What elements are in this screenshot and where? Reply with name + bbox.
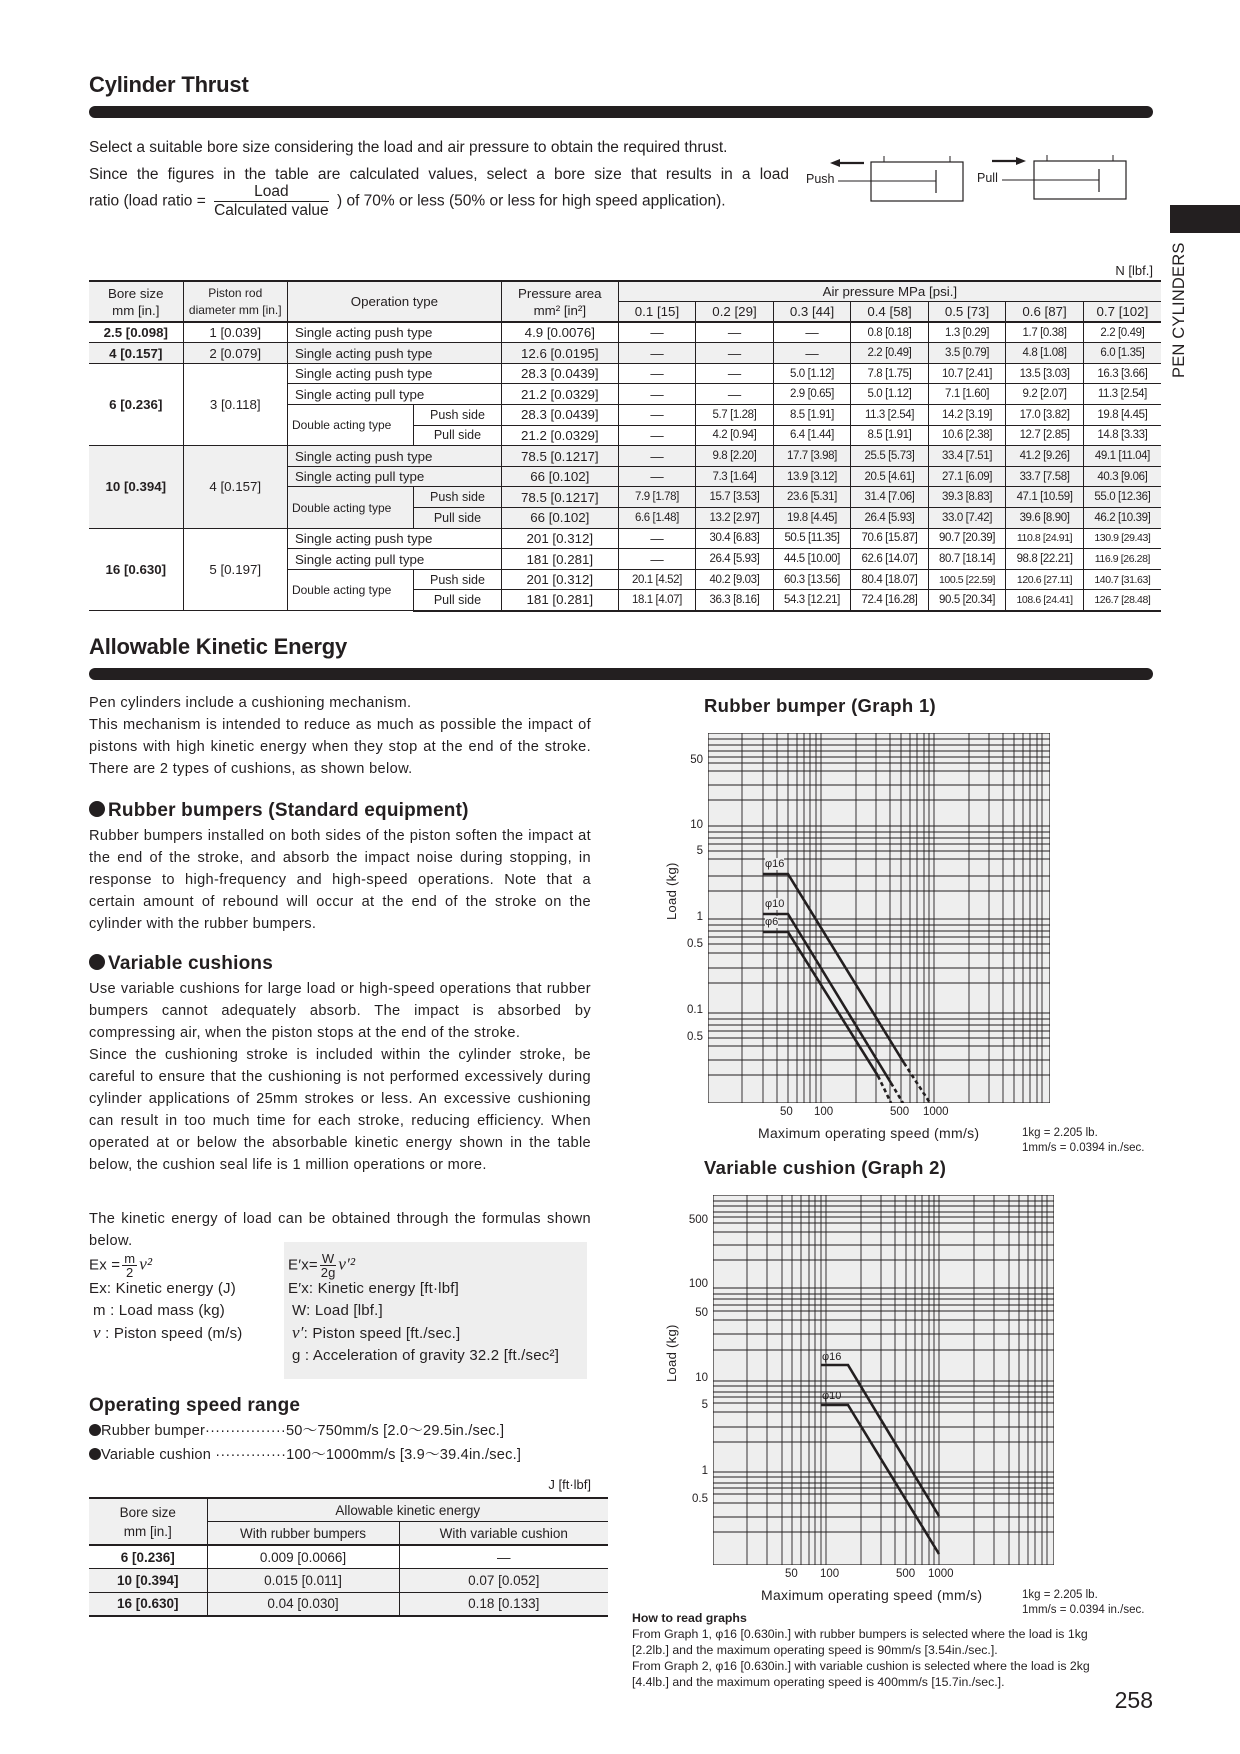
- thrust-unit-label: N [lbf.]: [1115, 263, 1153, 278]
- header-pressure-5: 0.6 [87]: [1006, 302, 1084, 323]
- value-cell: —: [773, 343, 851, 364]
- value-cell: 116.9 [26.28]: [1083, 549, 1161, 570]
- header-rubber-bumpers: With rubber bumpers: [207, 1522, 399, 1546]
- si-def-energy: Ex: Kinetic energy (J): [89, 1280, 236, 1297]
- header-pressure-0: 0.1 [15]: [618, 302, 696, 323]
- value-cell: 2.2 [0.49]: [1083, 322, 1161, 343]
- bore-cell: 6 [0.236]: [89, 1545, 207, 1569]
- op-cell: Double acting type: [287, 487, 413, 528]
- thrust-intro-line1: Select a suitable bore size considering the load and air pressure to obtain the required thrust.: [89, 139, 728, 156]
- kinetic-energy-title: Allowable Kinetic Energy: [89, 634, 348, 659]
- value-cell: 46.2 [10.39]: [1083, 508, 1161, 529]
- value-cell: 36.3 [8.16]: [696, 590, 774, 611]
- value-cell: 0.8 [0.18]: [851, 322, 929, 343]
- side-cell: Push side: [414, 569, 502, 590]
- variable-cushions-body: [89, 978, 591, 1176]
- value-cell: 19.8 [4.45]: [773, 508, 851, 529]
- si-formula: [89, 1252, 279, 1345]
- area-cell: 181 [0.281]: [501, 590, 618, 611]
- op-cell: Double acting type: [287, 569, 413, 610]
- how-to-line: [4.4lb.] and the maximum operating speed is 400mm/s [15.7in./sec.].: [632, 1675, 1005, 1689]
- value-cell: 11.3 [2.54]: [1083, 384, 1161, 405]
- graph2-ytick: 5: [701, 1399, 708, 1411]
- value-cell: 41.2 [9.26]: [1006, 446, 1084, 467]
- si-equation: Ex = $\frac{m}{2}$ v²: [89, 1251, 153, 1280]
- rod-cell: 5 [0.197]: [183, 528, 287, 610]
- thrust-table: [89, 280, 1161, 612]
- area-cell: 12.6 [0.0195]: [501, 343, 618, 364]
- value-cell: 7.3 [1.64]: [696, 466, 774, 487]
- graph1-ytick: 50: [690, 754, 703, 766]
- bullet-icon: [89, 1448, 101, 1460]
- variable-ke-cell: —: [399, 1545, 608, 1569]
- value-cell: —: [618, 405, 696, 426]
- value-cell: 62.6 [14.07]: [851, 549, 929, 570]
- rod-cell: 3 [0.118]: [183, 363, 287, 445]
- variable-ke-cell: 0.18 [0.133]: [399, 1592, 608, 1616]
- value-cell: 30.4 [6.83]: [696, 528, 774, 549]
- thrust-intro-line2: Since the figures in the table are calculated values, select a bore size that results in a load: [89, 166, 789, 183]
- value-cell: 5.0 [1.12]: [773, 363, 851, 384]
- graph1-xtick: 500: [890, 1106, 910, 1118]
- load-ratio-prefix: ratio (load ratio =: [89, 192, 206, 210]
- area-cell: 28.3 [0.0439]: [501, 405, 618, 426]
- rubber-ke-cell: 0.009 [0.0066]: [207, 1545, 399, 1569]
- side-section-tab: [1170, 205, 1240, 233]
- side-cell: Push side: [414, 487, 502, 508]
- value-cell: 15.7 [3.53]: [696, 487, 774, 508]
- value-cell: 26.4 [5.93]: [851, 508, 929, 529]
- how-to-title: How to read graphs: [632, 1611, 747, 1625]
- how-to-line: From Graph 1, φ16 [0.630in.] with rubber bumpers is selected where the load is 1kg: [632, 1627, 1088, 1641]
- fraction-numerator: Load: [214, 183, 329, 202]
- graph1-ytick: 10: [690, 819, 703, 831]
- value-cell: —: [618, 549, 696, 570]
- value-cell: 126.7 [28.48]: [1083, 590, 1161, 611]
- kinetic-intro-line1: Pen cylinders include a cushioning mechanism.: [89, 695, 412, 711]
- value-cell: —: [618, 425, 696, 446]
- variable-body-para1: Use variable cushions for large load or high-speed operations that rubber bumpers cannot adequately absorb. The impact is absorbed by compressing air, when the piston stops at the end of the stroke.: [89, 981, 591, 1041]
- header-bore-size: Bore size mm [in.]: [89, 281, 183, 322]
- rod-cell: 4 [0.157]: [183, 446, 287, 528]
- side-cell: Push side: [414, 405, 502, 426]
- value-cell: 40.2 [9.03]: [696, 569, 774, 590]
- table-row: [89, 1545, 608, 1569]
- value-cell: 3.5 [0.79]: [928, 343, 1006, 364]
- imperial-def-gravity: g : Acceleration of gravity 32.2 [ft./sec²]: [292, 1347, 560, 1364]
- header-pressure-4: 0.5 [73]: [928, 302, 1006, 323]
- table-row: [89, 343, 1161, 364]
- header-pressure-3: 0.4 [58]: [851, 302, 929, 323]
- graph2-ytick: 10: [695, 1372, 708, 1384]
- push-arrow-icon: [830, 159, 864, 167]
- graph1-conversion: 1kg = 2.205 lb. 1mm/s = 0.0394 in./sec.: [1022, 1127, 1145, 1154]
- area-cell: 21.2 [0.0329]: [501, 384, 618, 405]
- header-pressure-area: Pressure area mm² [in²]: [501, 281, 618, 322]
- graph1-xtick: 1000: [923, 1106, 949, 1118]
- graph2-ytick: 50: [695, 1307, 708, 1319]
- how-to-line: [2.2lb.] and the maximum operating speed is 90mm/s [3.54in./sec.].: [632, 1643, 998, 1657]
- graph2-xtick: 50: [785, 1568, 798, 1580]
- value-cell: 16.3 [3.66]: [1083, 363, 1161, 384]
- value-cell: —: [696, 384, 774, 405]
- formula-intro: The kinetic energy of load can be obtained through the formulas shown below.: [89, 1211, 591, 1249]
- value-cell: 7.8 [1.75]: [851, 363, 929, 384]
- rod-cell: 2 [0.079]: [183, 343, 287, 364]
- op-cell: Single acting push type: [287, 528, 501, 549]
- side-cell: Pull side: [414, 425, 502, 446]
- side-section-label: PEN CYLINDERS: [1170, 242, 1188, 378]
- value-cell: 6.4 [1.44]: [773, 425, 851, 446]
- speed-range-variable: Variable cushion ··············100～1000mm/s [3.9～39.4in./sec.]: [89, 1444, 521, 1466]
- fraction-denominator: Calculated value: [214, 202, 329, 219]
- value-cell: 6.6 [1.48]: [618, 508, 696, 529]
- rubber-bumpers-heading: Rubber bumpers (Standard equipment): [89, 800, 469, 822]
- value-cell: 1.7 [0.38]: [1006, 322, 1084, 343]
- op-cell: Single acting push type: [287, 322, 501, 343]
- bore-cell: 4 [0.157]: [89, 343, 183, 364]
- graph2-ytick: 500: [688, 1214, 708, 1226]
- graph1-label-phi10: φ10: [765, 898, 785, 910]
- value-cell: 33.7 [7.58]: [1006, 466, 1084, 487]
- header-variable-cushion: With variable cushion: [399, 1522, 608, 1546]
- op-cell: Single acting push type: [287, 446, 501, 467]
- graph1-ytick: 5: [696, 845, 703, 857]
- side-cell: Pull side: [414, 508, 502, 529]
- rubber-ke-cell: 0.015 [0.011]: [207, 1569, 399, 1593]
- value-cell: 6.0 [1.35]: [1083, 343, 1161, 364]
- bore-cell: 16 [0.630]: [89, 528, 183, 610]
- graph2-plot: [713, 1195, 1054, 1565]
- area-cell: 4.9 [0.0076]: [501, 322, 618, 343]
- load-ratio-fraction: [214, 183, 329, 220]
- header-piston-rod: Piston rod diameter mm [in.]: [183, 281, 287, 322]
- value-cell: 17.0 [3.82]: [1006, 405, 1084, 426]
- value-cell: 54.3 [12.21]: [773, 590, 851, 611]
- push-pull-diagram: [800, 150, 1140, 210]
- kinetic-intro-line2: This mechanism is intended to reduce as much as possible the impact of pistons with high kinetic energy when they stop at the end of the stroke. There are 2 types of cushions, as shown below.: [89, 717, 591, 777]
- value-cell: 39.3 [8.83]: [928, 487, 1006, 508]
- value-cell: 110.8 [24.91]: [1006, 528, 1084, 549]
- area-cell: 78.5 [0.1217]: [501, 446, 618, 467]
- value-cell: —: [618, 363, 696, 384]
- value-cell: 13.9 [3.12]: [773, 466, 851, 487]
- value-cell: 40.3 [9.06]: [1083, 466, 1161, 487]
- header-air-pressure: Air pressure MPa [psi.]: [618, 281, 1161, 302]
- value-cell: 17.7 [3.98]: [773, 446, 851, 467]
- header-pressure-1: 0.2 [29]: [696, 302, 774, 323]
- header-bore-size: Bore size mm [in.]: [89, 1498, 207, 1545]
- variable-body-para2: Since the cushioning stroke is included within the cylinder stroke, be careful to ensure that the cushioning is not performed excessively during cylinder applications of 25mm strokes or less. An excessive cushioning can result in too much time for each stroke, reducing efficiency. When operated at or below the absorbable kinetic energy shown in the table below, the cushion seal life is 1 million operations or more.: [89, 1047, 591, 1173]
- area-cell: 21.2 [0.0329]: [501, 425, 618, 446]
- area-cell: 66 [0.102]: [501, 466, 618, 487]
- value-cell: —: [618, 466, 696, 487]
- value-cell: 140.7 [31.63]: [1083, 569, 1161, 590]
- graph2-title: Variable cushion (Graph 2): [704, 1157, 947, 1178]
- value-cell: 49.1 [11.04]: [1083, 446, 1161, 467]
- graph2-xtick: 500: [896, 1568, 916, 1580]
- graph1-ylabel: Load (kg): [664, 862, 679, 920]
- value-cell: —: [618, 343, 696, 364]
- op-cell: Single acting push type: [287, 363, 501, 384]
- value-cell: 13.5 [3.03]: [1006, 363, 1084, 384]
- graph2-ytick: 100: [688, 1278, 708, 1290]
- kinetic-energy-table: [89, 1497, 608, 1617]
- imperial-def-load: W: Load [lbf.]: [292, 1302, 383, 1319]
- cylinder-thrust-title: Cylinder Thrust: [89, 72, 249, 97]
- pull-label: Pull: [977, 171, 998, 185]
- table-row: [89, 363, 1161, 384]
- value-cell: 8.5 [1.91]: [773, 405, 851, 426]
- area-cell: 66 [0.102]: [501, 508, 618, 529]
- si-def-mass: m : Load mass (kg): [93, 1302, 225, 1319]
- value-cell: 120.6 [27.11]: [1006, 569, 1084, 590]
- value-cell: —: [618, 446, 696, 467]
- value-cell: —: [696, 322, 774, 343]
- value-cell: 108.6 [24.41]: [1006, 590, 1084, 611]
- how-to-line: From Graph 2, φ16 [0.630in.] with variable cushion is selected where the load is 2kg: [632, 1659, 1090, 1673]
- bore-cell: 2.5 [0.098]: [89, 322, 183, 343]
- push-label: Push: [806, 172, 835, 186]
- value-cell: 12.7 [2.85]: [1006, 425, 1084, 446]
- imperial-formula: [288, 1252, 588, 1367]
- value-cell: 80.4 [18.07]: [851, 569, 929, 590]
- value-cell: 44.5 [10.00]: [773, 549, 851, 570]
- bore-cell: 6 [0.236]: [89, 363, 183, 445]
- kinetic-table-wrap: [89, 1497, 608, 1617]
- value-cell: 18.1 [4.07]: [618, 590, 696, 611]
- op-cell: Single acting push type: [287, 343, 501, 364]
- graph1-xlabel: Maximum operating speed (mm/s): [758, 1125, 980, 1141]
- value-cell: 2.9 [0.65]: [773, 384, 851, 405]
- imperial-def-energy: E′x: Kinetic energy [ft·lbf]: [288, 1280, 459, 1297]
- value-cell: 50.5 [11.35]: [773, 528, 851, 549]
- value-cell: 9.8 [2.20]: [696, 446, 774, 467]
- value-cell: 19.8 [4.45]: [1083, 405, 1161, 426]
- header-operation-type: Operation type: [287, 281, 501, 322]
- value-cell: 31.4 [7.06]: [851, 487, 929, 508]
- value-cell: 25.5 [5.73]: [851, 446, 929, 467]
- bore-cell: 10 [0.394]: [89, 446, 183, 528]
- side-cell: Pull side: [414, 590, 502, 611]
- value-cell: 27.1 [6.09]: [928, 466, 1006, 487]
- value-cell: 60.3 [13.56]: [773, 569, 851, 590]
- page-number: 258: [1114, 1687, 1153, 1713]
- graph1-title: Rubber bumper (Graph 1): [704, 695, 936, 716]
- value-cell: 10.7 [2.41]: [928, 363, 1006, 384]
- value-cell: 4.2 [0.94]: [696, 425, 774, 446]
- graph2-label-phi10: φ10: [822, 1390, 842, 1402]
- area-cell: 201 [0.312]: [501, 569, 618, 590]
- how-to-read-graphs: [632, 1610, 1152, 1690]
- value-cell: 11.3 [2.54]: [851, 405, 929, 426]
- value-cell: 13.2 [2.97]: [696, 508, 774, 529]
- table-row: [89, 1569, 608, 1593]
- table-row: [89, 1592, 608, 1616]
- area-cell: 78.5 [0.1217]: [501, 487, 618, 508]
- value-cell: 14.8 [3.33]: [1083, 425, 1161, 446]
- load-ratio-suffix: ) of 70% or less (50% or less for high speed application).: [336, 192, 726, 210]
- bore-cell: 16 [0.630]: [89, 1592, 207, 1616]
- value-cell: 98.8 [22.21]: [1006, 549, 1084, 570]
- thrust-table-wrap: [89, 280, 1161, 612]
- value-cell: 72.4 [16.28]: [851, 590, 929, 611]
- value-cell: 90.7 [20.39]: [928, 528, 1006, 549]
- value-cell: 10.6 [2.38]: [928, 425, 1006, 446]
- area-cell: 28.3 [0.0439]: [501, 363, 618, 384]
- kinetic-intro: [89, 692, 591, 780]
- value-cell: 55.0 [12.36]: [1083, 487, 1161, 508]
- graph1-ytick: 1: [696, 911, 703, 923]
- value-cell: 20.1 [4.52]: [618, 569, 696, 590]
- value-cell: 5.7 [1.28]: [696, 405, 774, 426]
- graph1-ytick: 0.1: [687, 1004, 703, 1016]
- value-cell: 80.7 [18.14]: [928, 549, 1006, 570]
- value-cell: 39.6 [8.90]: [1006, 508, 1084, 529]
- value-cell: 90.5 [20.34]: [928, 590, 1006, 611]
- table-row: [89, 322, 1161, 343]
- value-cell: —: [696, 343, 774, 364]
- graph1-xtick: 100: [814, 1106, 834, 1118]
- thrust-intro-line3: [89, 183, 809, 220]
- value-cell: —: [618, 384, 696, 405]
- graph2-xtick: 1000: [928, 1568, 954, 1580]
- value-cell: 7.9 [1.78]: [618, 487, 696, 508]
- value-cell: 4.8 [1.08]: [1006, 343, 1084, 364]
- graph1-xtick: 50: [780, 1106, 793, 1118]
- value-cell: 130.9 [29.43]: [1083, 528, 1161, 549]
- value-cell: 1.3 [0.29]: [928, 322, 1006, 343]
- value-cell: 2.2 [0.49]: [851, 343, 929, 364]
- pull-arrow-icon: [992, 157, 1026, 165]
- bullet-icon: [89, 954, 105, 970]
- graph2-label-phi16: φ16: [822, 1351, 842, 1363]
- value-cell: 26.4 [5.93]: [696, 549, 774, 570]
- graph2-ytick: 1: [701, 1465, 708, 1477]
- value-cell: 7.1 [1.60]: [928, 384, 1006, 405]
- rubber-ke-cell: 0.04 [0.030]: [207, 1592, 399, 1616]
- header-pressure-2: 0.3 [44]: [773, 302, 851, 323]
- value-cell: —: [618, 528, 696, 549]
- imperial-equation: E′x= $\frac{W}{2g}$ v′²: [288, 1251, 356, 1280]
- header-pressure-6: 0.7 [102]: [1083, 302, 1161, 323]
- area-cell: 201 [0.312]: [501, 528, 618, 549]
- value-cell: 33.4 [7.51]: [928, 446, 1006, 467]
- graph1-label-phi6: φ6: [765, 916, 779, 928]
- op-cell: Single acting pull type: [287, 549, 501, 570]
- value-cell: —: [696, 363, 774, 384]
- graph1-plot: [708, 733, 1050, 1103]
- op-cell: Single acting pull type: [287, 466, 501, 487]
- op-cell: Double acting type: [287, 405, 413, 446]
- value-cell: 33.0 [7.42]: [928, 508, 1006, 529]
- value-cell: 20.5 [4.61]: [851, 466, 929, 487]
- kinetic-unit-label: J [ft·lbf]: [548, 1477, 591, 1492]
- value-cell: 8.5 [1.91]: [851, 425, 929, 446]
- section-divider-bar: [89, 106, 1153, 118]
- bullet-icon: [89, 1424, 101, 1436]
- si-def-speed: v : Piston speed (m/s): [93, 1323, 243, 1342]
- section-divider-bar: [89, 668, 1153, 680]
- speed-range-rubber: Rubber bumper················50～750mm/s [2.0～29.5in./sec.]: [89, 1420, 504, 1442]
- graph2-ylabel: Load (kg): [664, 1324, 679, 1382]
- graph2-ytick: 0.5: [692, 1493, 708, 1505]
- graph1-label-phi16: φ16: [765, 858, 785, 870]
- graph2-conversion: 1kg = 2.205 lb. 1mm/s = 0.0394 in./sec.: [1022, 1589, 1145, 1616]
- op-cell: Single acting pull type: [287, 384, 501, 405]
- value-cell: 47.1 [10.59]: [1006, 487, 1084, 508]
- header-allowable-ke: Allowable kinetic energy: [207, 1498, 608, 1522]
- value-cell: 14.2 [3.19]: [928, 405, 1006, 426]
- value-cell: 9.2 [2.07]: [1006, 384, 1084, 405]
- graph1-ytick: 0.5: [687, 938, 703, 950]
- operating-speed-title: Operating speed range: [89, 1395, 301, 1416]
- area-cell: 181 [0.281]: [501, 549, 618, 570]
- graph2-xtick: 100: [820, 1568, 840, 1580]
- variable-cushions-heading: Variable cushions: [89, 953, 273, 975]
- imperial-def-speed: v′: Piston speed [ft./sec.]: [292, 1323, 461, 1342]
- value-cell: 5.0 [1.12]: [851, 384, 929, 405]
- value-cell: —: [618, 322, 696, 343]
- rubber-bumpers-body: Rubber bumpers installed on both sides of the piston soften the impact at the end of the stroke, and absorb the impact noise during stopping, in response to high-frequency and high-speed operations. Note that a certain amount of rebound will occur at the end of the stroke on the cylinder with the rubber bumpers.: [89, 828, 591, 932]
- value-cell: 23.6 [5.31]: [773, 487, 851, 508]
- bore-cell: 10 [0.394]: [89, 1569, 207, 1593]
- table-row: [89, 446, 1161, 467]
- value-cell: 70.6 [15.87]: [851, 528, 929, 549]
- rod-cell: 1 [0.039]: [183, 322, 287, 343]
- bullet-icon: [89, 801, 105, 817]
- graph1-ytick: 0.5: [687, 1031, 703, 1043]
- table-row: [89, 528, 1161, 549]
- variable-ke-cell: 0.07 [0.052]: [399, 1569, 608, 1593]
- value-cell: 100.5 [22.59]: [928, 569, 1006, 590]
- graph2-xlabel: Maximum operating speed (mm/s): [761, 1587, 983, 1603]
- value-cell: —: [773, 322, 851, 343]
